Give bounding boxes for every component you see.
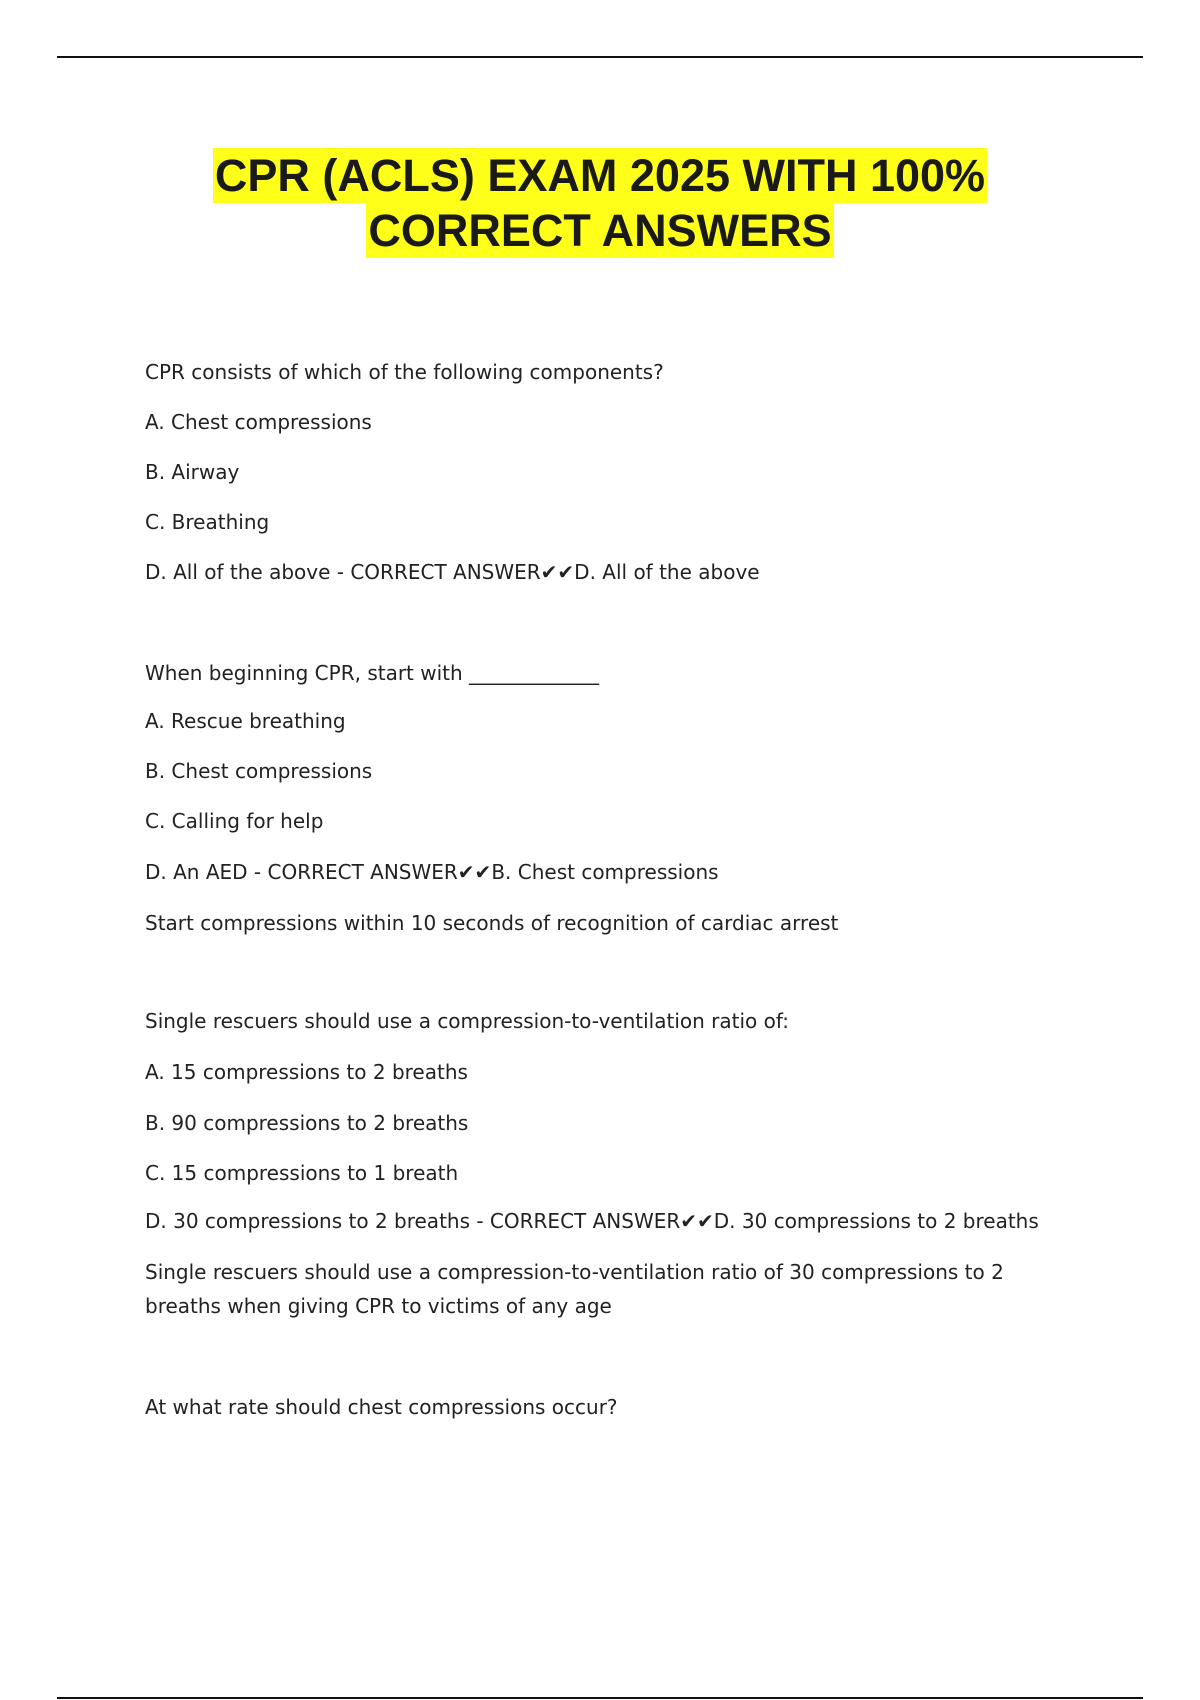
question-1-option-b: B. Airway [145,460,240,484]
question-3-option-a: A. 15 compressions to 2 breaths [145,1060,468,1084]
title-line-2: CORRECT ANSWERS [368,205,832,256]
question-3-option-c: C. 15 compressions to 1 breath [145,1161,459,1185]
question-3-explanation: Single rescuers should use a compression-to-ventilation ratio of 30 compressions to 2 breaths when giving CPR to victims of any age [145,1260,1004,1318]
question-3-option-b: B. 90 compressions to 2 breaths [145,1111,469,1135]
header-rule [57,56,1143,58]
question-1-text: CPR consists of which of the following components? [145,360,664,384]
question-2-text: When beginning CPR, start with _____________ [145,661,600,685]
question-1-option-c: C. Breathing [145,510,270,534]
title-line-1: CPR (ACLS) EXAM 2025 WITH 100% [214,150,986,201]
question-2-option-c: C. Calling for help [145,809,324,833]
question-2-explanation: Start compressions within 10 seconds of recognition of cardiac arrest [145,911,839,935]
footer-rule [57,1697,1143,1699]
document-title [100,148,1100,258]
question-3-option-d-answer: D. 30 compressions to 2 breaths - CORRECT ANSWER✔✔D. 30 compressions to 2 breaths [145,1209,1039,1233]
question-3-text: Single rescuers should use a compression-to-ventilation ratio of: [145,1009,789,1033]
question-2-option-a: A. Rescue breathing [145,709,346,733]
question-2-option-d-answer: D. An AED - CORRECT ANSWER✔✔B. Chest compressions [145,860,719,884]
question-1-option-d-answer: D. All of the above - CORRECT ANSWER✔✔D. All of the above [145,560,760,584]
question-4-text: At what rate should chest compressions occur? [145,1395,618,1419]
question-1-option-a: A. Chest compressions [145,410,372,434]
question-2-option-b: B. Chest compressions [145,759,373,783]
